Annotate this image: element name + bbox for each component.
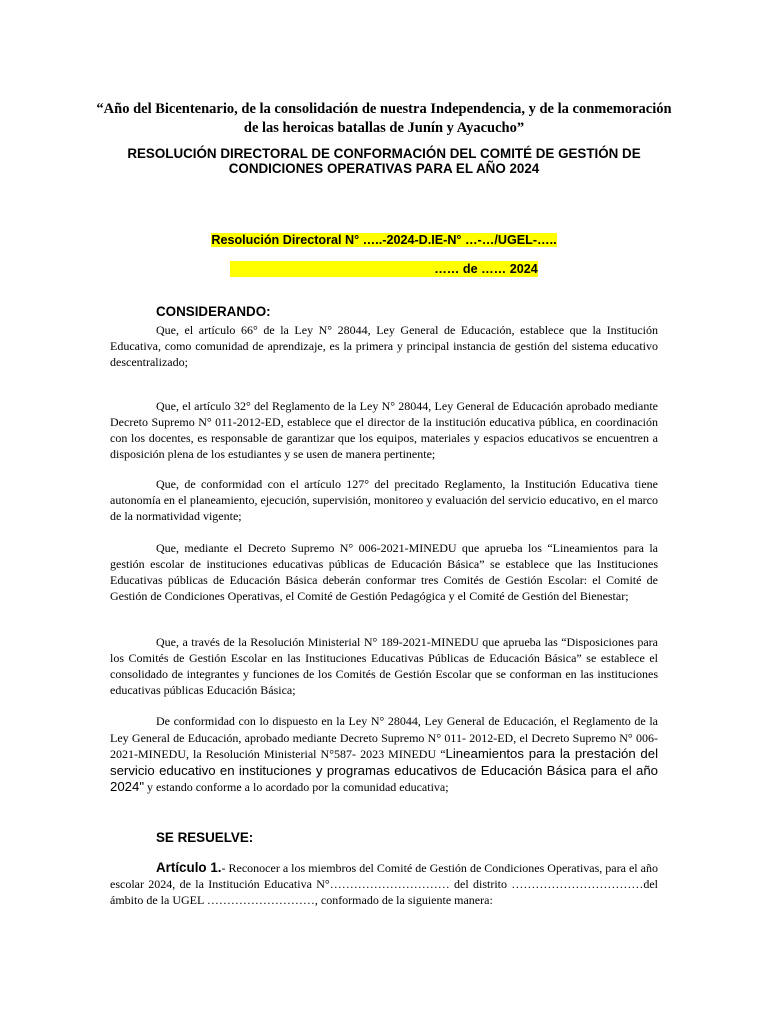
- resolution-number: Resolución Directoral N° …..-2024-D.IE-N° …-…/UGEL-…..: [211, 233, 557, 247]
- resolution-date-line: [110, 261, 658, 277]
- final-paragraph-part1: De conformidad con lo dispuesto en la Ley N° 28044, Ley General de Educación, el Reglamento de la Ley General de Educación, aprobado mediante Decreto Supremo N° 011- 2012-ED, el Decreto Supremo N° 006-2021-MINEDU, la Resolución Ministerial N°587- 2023 MINEDU “: [110, 714, 658, 761]
- considerando-paragraph-1: Que, el artículo 66° de la Ley N° 28044, Ley General de Educación, establece que la Institución Educativa, como comunidad de aprendizaje, es la primera y principal instancia de gestión del sistema educativo descentralizado;: [110, 323, 658, 369]
- article-1-title: Artículo 1.: [156, 860, 222, 875]
- considerando-paragraph-3: Que, de conformidad con el artículo 127° del precitado Reglamento, la Institución Educativa tiene autonomía en el planeamiento, ejecución, supervisión, monitoreo y evaluación del servicio educativo, en el marco de la normatividad vigente;: [110, 477, 658, 523]
- article-1-text: - Reconocer a los miembros del Comité de Gestión de Condiciones Operativas, para el año escolar 2024, de la Institución Educativa N°………………………… del distrito ……………………………del ámbito de la UGEL ………………………, conformado de la siguiente manera:: [110, 861, 658, 907]
- document-title: RESOLUCIÓN DIRECTORAL DE CONFORMACIÓN DEL COMITÉ DE GESTIÓN DE CONDICIONES OPERATIVAS PARA EL AÑO 2024: [127, 146, 641, 176]
- article-1: [110, 860, 658, 908]
- resolution-number-line: [110, 232, 658, 248]
- considerando-heading: CONSIDERANDO:: [156, 304, 271, 319]
- final-paragraph-part3: y estando conforme a lo acordado por la comunidad educativa;: [144, 780, 449, 794]
- final-paragraph-lineamientos: Lineamientos para la prestación del servicio educativo en instituciones y programas educativos de Educación Básica para el año 2024": [110, 746, 659, 794]
- considerando-paragraph-4: Que, mediante el Decreto Supremo N° 006-2021-MINEDU que aprueba los “Lineamientos para la gestión escolar de instituciones educativas públicas de Educación Básica” se establece que las Instituciones Educativas públicas de Educación Básica deberán conformar tres Comités de Gestión Escolar: el Comité de Gestión de Condiciones Operativas, el Comité de Gestión Pedagógica y el Comité de Gestión del Bienestar;: [110, 541, 658, 603]
- se-resuelve-heading: SE RESUELVE:: [156, 830, 254, 845]
- year-dedication-line: “Año del Bicentenario, de la consolidación de nuestra Independencia, y de la conmemoración de las heroicas batallas de Junín y Ayacucho”: [96, 101, 672, 136]
- resolution-date: …… de …… 2024: [230, 261, 538, 277]
- considerando-final-paragraph: [110, 713, 658, 796]
- considerando-paragraph-2: Que, el artículo 32° del Reglamento de la Ley N° 28044, Ley General de Educación aprobado mediante Decreto Supremo N° 011-2012-ED, establece que el director de la institución educativa pública, en coordinación con los docentes, es responsable de garantizar que los equipos, materiales y espacios educativos se encuentren a disposición plena de los estudiantes y se usen de manera pertinente;: [110, 399, 658, 461]
- considerando-paragraph-5: Que, a través de la Resolución Ministerial N° 189-2021-MINEDU que aprueba las “Disposiciones para los Comités de Gestión Escolar en las Instituciones Educativas Públicas de Educación Básica” se establece el consolidado de integrantes y funciones de los Comités de Gestión Escolar que se conforman en las instituciones educativas públicas Educación Básica;: [110, 635, 658, 697]
